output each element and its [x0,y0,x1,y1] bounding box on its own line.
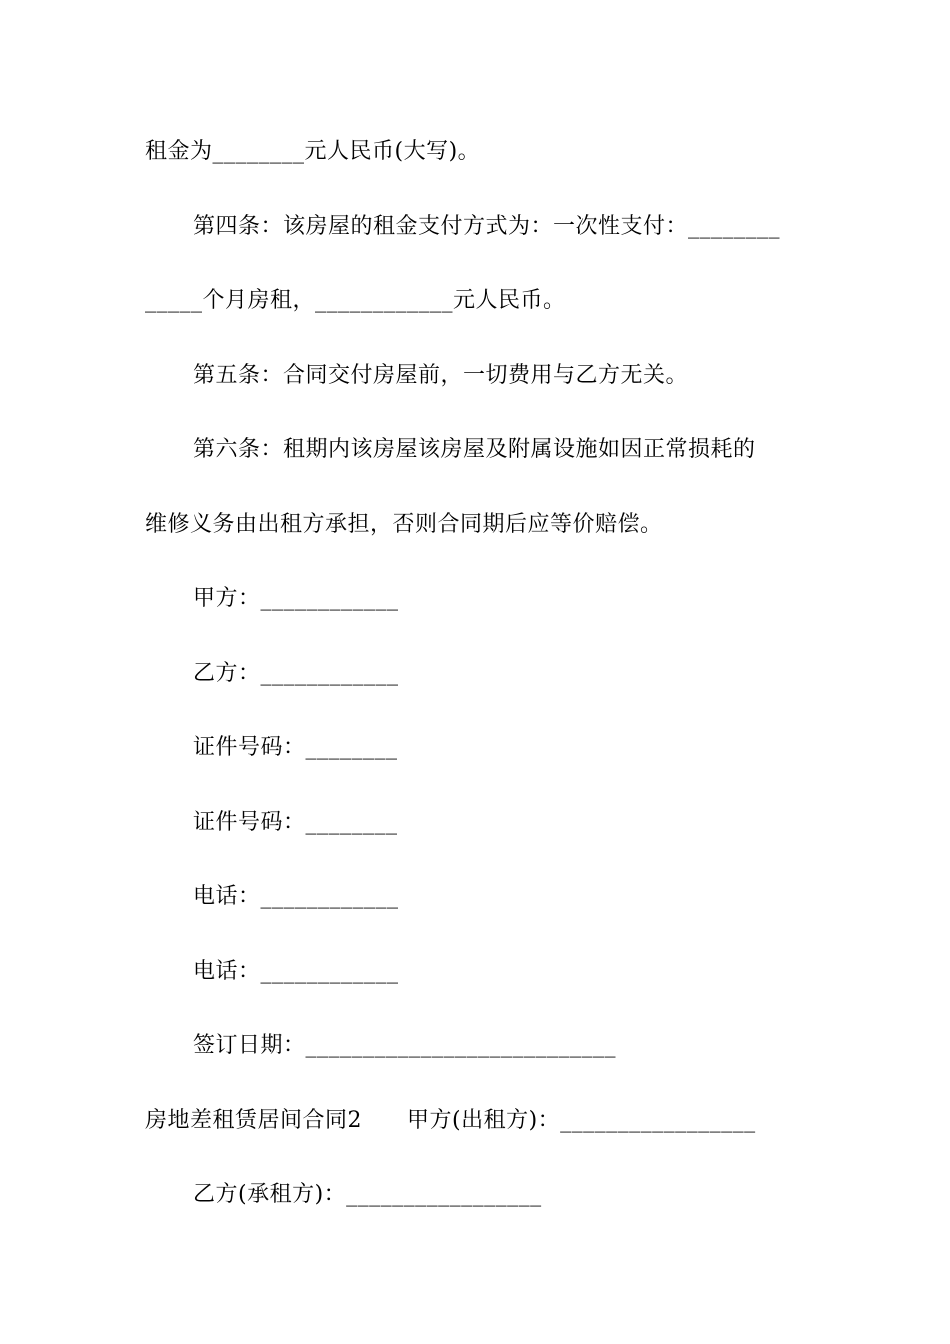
party-b-line: 乙方：____________ [193,661,399,686]
party-a-line: 甲方：____________ [193,586,399,611]
lessee-line: 乙方(承租方)：_________________ [193,1182,542,1207]
article-4-continued-line: _____个月房租，____________元人民币。 [145,288,566,313]
id-number-line-a: 证件号码：________ [193,735,398,760]
contract-2-title-line: 房地差租赁居间合同2 甲方(出租方)：_________________ [145,1108,756,1133]
rent-amount-line: 租金为________元人民币(大写)。 [145,139,481,164]
article-6-continued-line: 维修义务由出租方承担，否则合同期后应等价赔偿。 [145,512,663,537]
article-5-line: 第五条：合同交付房屋前，一切费用与乙方无关。 [193,363,689,388]
phone-line-b: 电话：____________ [193,959,399,984]
signing-date-line: 签订日期：___________________________ [193,1033,617,1058]
id-number-line-b: 证件号码：________ [193,810,398,835]
article-4-line: 第四条：该房屋的租金支付方式为：一次性支付：________ [193,214,781,239]
article-6-line: 第六条：租期内该房屋该房屋及附属设施如因正常损耗的 [193,437,756,462]
phone-line-a: 电话：____________ [193,884,399,909]
